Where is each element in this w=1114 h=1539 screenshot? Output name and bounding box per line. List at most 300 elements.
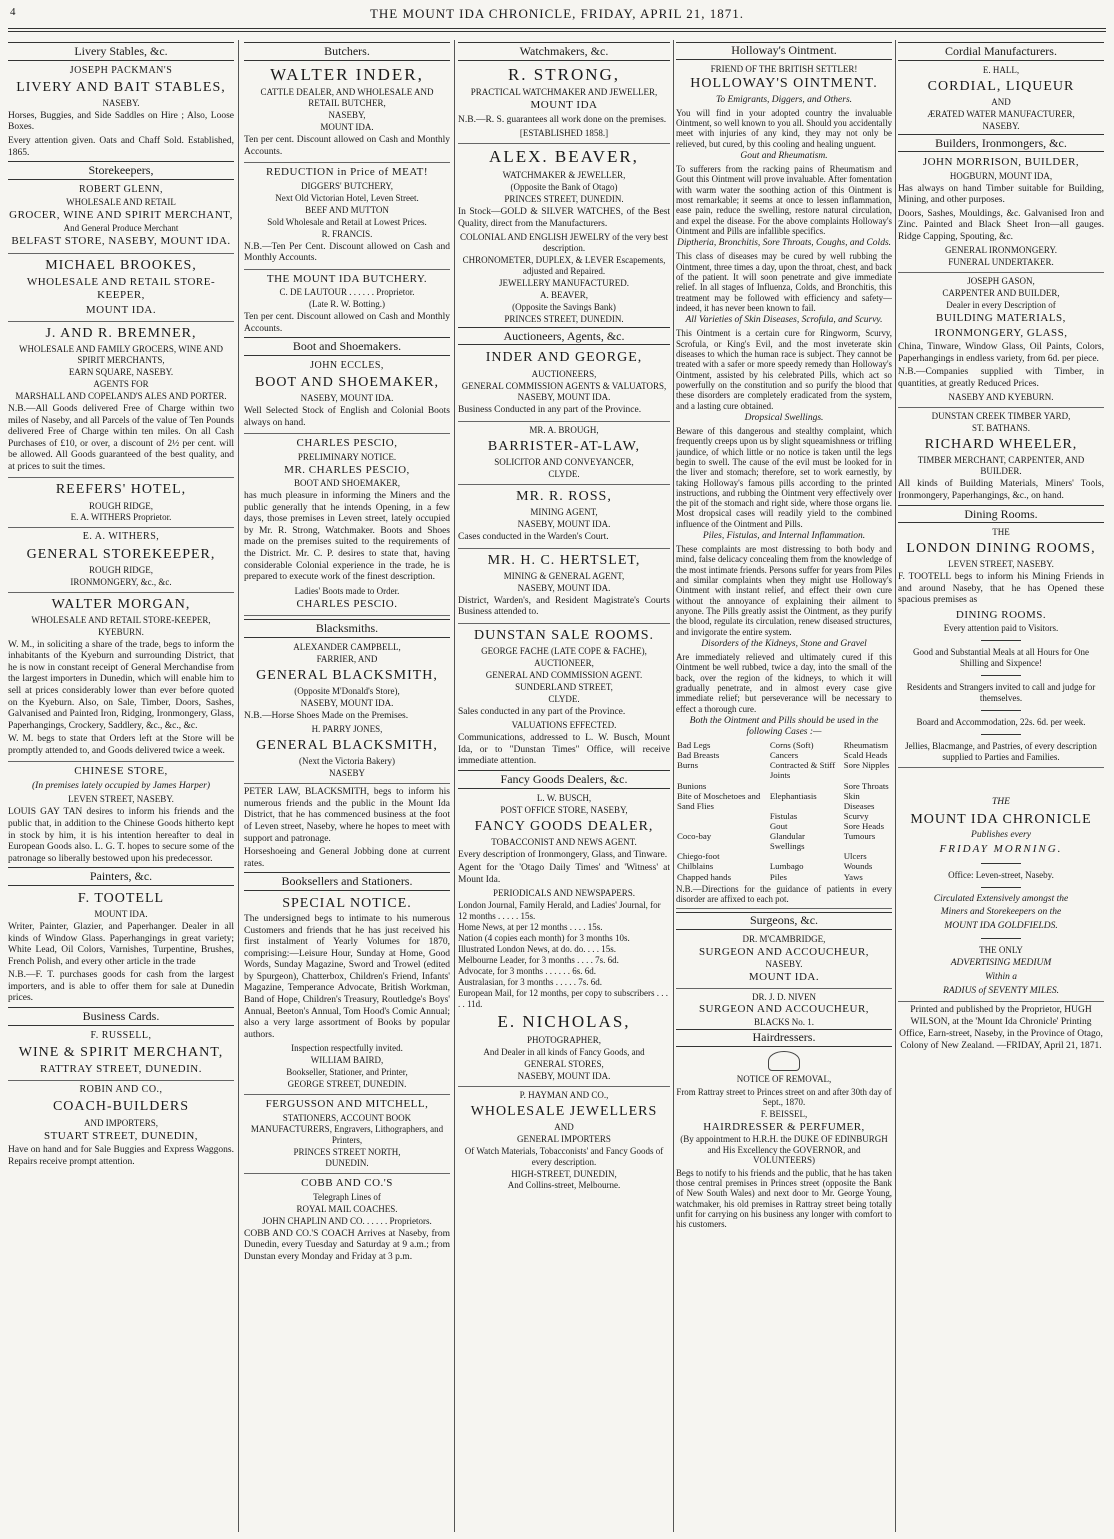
chronicle-line: ADVERTISING MEDIUM xyxy=(950,958,1052,969)
advert-name: MR. A. BROUGH, xyxy=(529,425,599,436)
table-row xyxy=(676,781,892,791)
royal-crest-icon xyxy=(768,1051,800,1071)
advert-line: GENERAL AND COMMISSION AGENT. xyxy=(485,669,643,680)
table-cell: Contracted & Stiff Joints xyxy=(769,760,836,781)
advert-line: (Opposite M'Donald's Store), xyxy=(294,685,400,696)
advert-text: COBB AND CO.'S COACH Arrives at Naseby, from Dunedin, every Tuesday and Saturday at 9 a.m.; from Dunstan every Monday and Friday at 3 p.m. xyxy=(244,1228,450,1262)
advert-name: LONDON DINING ROOMS, xyxy=(906,541,1096,557)
advert-line: AUCTIONEER, xyxy=(534,657,594,668)
advert-line: WATCHMAKER & JEWELLER, xyxy=(502,170,626,181)
advert-name: HOLLOWAY'S OINTMENT. xyxy=(690,76,878,92)
table-cell: Burns xyxy=(677,760,699,771)
table-cell: Sore Heads xyxy=(843,821,884,831)
advert-text: N.B.—All Goods delivered Free of Charge within two miles of Naseby, and all Parcels of the value of Ten Pounds delivered Free of Charge within ten miles. On all Cash Purchases of £10, or over, a discount of 2½ per cent. will be allowed. All Goods guaranteed of the best quality, and at prices to suit the times. xyxy=(8,404,234,478)
page-number: 4 xyxy=(10,6,16,18)
masthead-rule xyxy=(8,28,1106,32)
advert-line: AND IMPORTERS, xyxy=(84,1117,158,1128)
advert-line: RATTRAY STREET, DUNEDIN. xyxy=(8,1063,234,1081)
advert-text: Jellies, Blacmange, and Pastries, of every description supplied to Parties and Families. xyxy=(898,741,1104,768)
advert-line: CHRONOMETER, DUPLEX, & LEVER Escapements, adjusted and Repaired. xyxy=(462,255,666,276)
advert-title: HAIRDRESSER & PERFUMER, xyxy=(703,1120,865,1133)
advert-line: CHARLES PESCIO. xyxy=(244,598,450,616)
column-3 xyxy=(458,40,670,1532)
advert-name: F. RUSSELL, xyxy=(90,1029,152,1041)
advert-line: COLONIAL AND ENGLISH JEWELRY of the very best description. xyxy=(459,232,669,254)
advert-line: R. FRANCIS. xyxy=(321,228,373,239)
divider xyxy=(981,640,1021,641)
advert-text: Begs to notify to his friends and the public, that he has taken those central premises in Princes street (opposite the Bank of New South Wales) and next door to Mr. George Young, watchmaker, his old premises in Rattray street being totally unfit for carrying on his business any longer with comfort to his customers. xyxy=(676,1167,892,1230)
advert-text: From Rattray street to Princes street on and after 30th day of Sept., 1870. xyxy=(676,1086,892,1107)
section-heading: Dining Rooms. xyxy=(898,505,1104,524)
section-heading: Builders, Ironmongers, &c. xyxy=(898,134,1104,153)
subheading: All Varieties of Skin Diseases, Scrofula, and Scurvy. xyxy=(685,315,883,326)
advert-text: Well Selected Stock of English and Colonial Boots always on hand. xyxy=(244,406,450,434)
advert-title: SPECIAL NOTICE. xyxy=(282,895,412,911)
advert-line: AND xyxy=(991,96,1011,107)
advert-line: GEORGE STREET, DUNEDIN. xyxy=(244,1079,450,1095)
advert-line: ROUGH RIDGE, xyxy=(89,500,153,511)
advert-line: Ladies' Boots made to Order. xyxy=(294,585,400,596)
advert-name: F. TOOTELL xyxy=(77,890,165,906)
advert-title: FANCY GOODS DEALER, xyxy=(474,818,654,834)
advert-line: FUNERAL UNDERTAKER. xyxy=(898,257,1104,273)
advert-text: You will find in your adopted country the invaluable Ointment, so well known to you all. Should you accidentally meet with injuries of any kind, they may not only be relieved, but cured, by this cooling and healing unguent. xyxy=(676,107,892,149)
advert-line: PHOTOGRAPHER, xyxy=(526,1034,602,1045)
advert-text: Residents and Strangers invited to call and judge for themselves. xyxy=(906,682,1096,704)
section-heading: Blacksmiths. xyxy=(244,619,450,638)
advert-text: Beware of this dangerous and stealthy complaint, which frequently creeps upon us by slight squeamishness or trifling jaundice, of which little or no notice is taken until the legs begin to swell. The cause of the evil must be looked for in the liver and stomach; therefore, set to work earnestly, by taking Holloway's famous pills according to the printed instructions, and rubbing the Ointment very effectively over the pit of the stomach and right side, where those organs lie. Most dropsical cases will readily yield to the combined influence of the Ointment and Pills. xyxy=(676,425,892,529)
chronicle-line: Office: Leven-street, Naseby. xyxy=(948,869,1054,880)
advert-title: GENERAL STOREKEEPER, xyxy=(26,546,216,562)
advert-line: KYEBURN. xyxy=(98,626,144,637)
section-heading: Surgeons, &c. xyxy=(676,912,892,930)
chronicle-line: THE xyxy=(992,797,1010,808)
list-item: Australasian, for 3 months . . . . . 7s. 6d. xyxy=(458,977,602,988)
advert-line: (Opposite the Savings Bank) xyxy=(512,301,616,312)
advert-text: Ten per cent. Discount allowed on Cash and Monthly Accounts. xyxy=(244,312,450,334)
advert-line: (By appointment to H.R.H. the DUKE OF EDINBURGH and His Excellency the GOVERNOR, and VOLUNTEERS) xyxy=(680,1134,888,1166)
advert-name: FERGUSSON AND MITCHELL, xyxy=(265,1098,429,1111)
chronicle-line: Publishes every xyxy=(971,829,1031,840)
advert-name: E. NICHOLAS, xyxy=(497,1011,631,1031)
advert-text: Has always on hand Timber suitable for Building, Mining, and other purposes. xyxy=(898,183,1104,206)
advert-line: NASEBY, MOUNT IDA. xyxy=(300,697,394,708)
advert-text: Ten per cent. Discount allowed on Cash and Monthly Accounts. xyxy=(244,135,450,163)
table-cell: Tumours xyxy=(843,831,876,842)
advert-text: And Dealer in all kinds of Fancy Goods, and xyxy=(483,1046,645,1057)
column-rule xyxy=(673,40,674,1532)
advert-line: DIGGERS' BUTCHERY, xyxy=(301,180,393,191)
divider xyxy=(981,938,1021,939)
advert-line: AGENTS FOR xyxy=(93,379,149,390)
advert-name: F. BEISSEL, xyxy=(760,1109,808,1120)
advert-line: NASEBY, MOUNT IDA. xyxy=(300,393,394,404)
table-cell: Chiego-foot xyxy=(677,851,720,862)
advert-text: N.B.—Directions for the guidance of patients in every disorder are affixed to each pot. xyxy=(676,884,892,910)
advert-name: DR. J. D. NIVEN xyxy=(752,991,816,1002)
table-cell: Glandular Swellings xyxy=(769,831,805,852)
advert-line: BLACKS No. 1. xyxy=(753,1016,814,1027)
advert-line: TIMBER MERCHANT, CARPENTER, AND BUILDER. xyxy=(917,455,1085,477)
advert-name: ALEX. BEAVER, xyxy=(489,147,639,167)
advert-text: N.B.—Horse Shoes Made on the Premises. xyxy=(244,710,409,721)
advert-text: These complaints are most distressing to both body and mind, false delicacy concealing them from the knowledge of the most intimate friends. Persons suffer for years from Piles and similar complaints when they might use Holloway's Ointment with instant relief, and effect their own cure without the annoyance of explaining their ailment to anyone. The Pills greatly assist the Ointment, as they purify the blood, regulate its circulation, renew diseased structures, and invigorate the entire system. xyxy=(676,544,892,637)
advert-name: CHARLES PESCIO, xyxy=(296,437,398,450)
section-heading: Fancy Goods Dealers, &c. xyxy=(458,770,670,789)
chronicle-line: MOUNT IDA GOLDFIELDS. xyxy=(944,920,1058,931)
table-cell: Chapped hands xyxy=(677,871,731,882)
advert-name: INDER AND GEORGE, xyxy=(485,350,643,366)
table-row xyxy=(676,791,892,811)
advert-title: GROCER, WINE AND SPIRIT MERCHANT, xyxy=(9,208,233,221)
advert-line: GENERAL IRONMONGERY. xyxy=(944,245,1057,256)
advert-line: CATTLE DEALER, AND WHOLESALE AND RETAIL BUTCHER, xyxy=(260,87,434,109)
table-cell: Yaws xyxy=(843,871,863,882)
advert-name: H. PARRY JONES, xyxy=(311,724,383,735)
table-cell: Corns (Soft) xyxy=(769,740,814,751)
advert-line: CLYDE. xyxy=(458,469,670,485)
advert-title: LIVERY AND BAIT STABLES, xyxy=(16,79,226,95)
advert-name: L. W. BUSCH, xyxy=(536,792,592,803)
advert-text: This Ointment is a certain cure for Ringworm, Scurvy, Scrofula, or King's Evil, and the most inveterate skin diseases to which the human race is subject. They cannot be treated with a safer or more speedy remedy than Holloway's Ointment, assisted by his celebrated Pills, which act so powerfully on the constitution and so purify the blood that these disorders are completely eradicated from the system, and a lasting cure obtained. xyxy=(676,328,892,411)
advert-name: WILLIAM BAIRD, xyxy=(310,1055,384,1066)
advert-name: JOSEPH PACKMAN'S xyxy=(69,64,173,76)
advert-text: N.B.—Ten Per Cent. Discount allowed on Cash and Monthly Accounts. xyxy=(244,242,450,270)
advert-line: NASEBY, MOUNT IDA. xyxy=(517,392,611,403)
subheading: Diptheria, Bronchitis, Sore Throats, Coughs, and Colds. xyxy=(676,238,892,249)
advert-title: GENERAL BLACKSMITH, xyxy=(256,667,438,683)
column-5 xyxy=(898,40,1104,1532)
advert-line: STUART STREET, DUNEDIN, xyxy=(43,1129,199,1142)
advert-line: HOGBURN, MOUNT IDA, xyxy=(949,170,1053,181)
advert-text: N.B.—R. S. guarantees all work done on the premises. xyxy=(458,114,667,125)
advert-line: ROYAL MAIL COACHES. xyxy=(296,1203,398,1214)
advert-line: MOUNT IDA. xyxy=(676,971,892,989)
advert-line: NASEBY. xyxy=(982,120,1020,131)
advert-line: CLYDE. xyxy=(548,693,580,704)
column-4 xyxy=(676,40,892,1532)
table-cell: Rheumatism xyxy=(843,740,889,751)
subheading: Disorders of the Kidneys, Stone and Gravel xyxy=(701,639,867,650)
list-item: European Mail, for 12 months, per copy to subscribers . . . . . 11d. xyxy=(458,988,668,1009)
advert-text: PETER LAW, BLACKSMITH, begs to inform his numerous friends and the public in the Mount Ida District, that he has commenced business at the foot of Leven street, Naseby, where he hopes to meet with support and patronage. xyxy=(244,787,450,844)
section-heading: Watchmakers, &c. xyxy=(458,42,670,61)
advert-line: Inspection respectfully invited. xyxy=(291,1043,403,1054)
advert-name: DUNSTAN SALE ROOMS. xyxy=(473,627,655,643)
table-cell: Lumbago xyxy=(769,861,804,872)
advert-line: NASEBY. xyxy=(765,959,803,970)
table-row xyxy=(676,811,892,821)
table-row xyxy=(676,851,892,861)
advert-name: WALTER MORGAN, xyxy=(51,596,191,612)
advert-line: HIGH-STREET, DUNEDIN, xyxy=(511,1168,617,1179)
table-row xyxy=(676,821,892,831)
imprint: Printed and published by the Proprietor, HUGH WILSON, at the 'Mount Ida Chronicle' Printing Office, Earn-street, Naseby, in the Province of Otago, Colony of New Zealand. —FRIDAY, April 21, 1871. xyxy=(899,1005,1103,1051)
advert-line: NASEBY. xyxy=(102,97,140,108)
cases-table xyxy=(676,740,892,882)
advert-line: SUNDERLAND STREET, xyxy=(515,681,613,692)
advert-line: PRINCES STREET, DUNEDIN. xyxy=(504,313,624,324)
advert-line: PRINCES STREET NORTH, xyxy=(293,1146,401,1157)
advert-text: All kinds of Building Materials, Miners' Tools, Ironmongery, Paperhangings, &c., on hand. xyxy=(898,479,1104,501)
advert-line: CARPENTER AND BUILDER, xyxy=(942,288,1060,299)
advert-text: F. TOOTELL begs to inform his Mining Friends in and around Naseby, that he has Opened these spacious premises as xyxy=(898,572,1104,606)
advert-text: Business Conducted in any part of the Province. xyxy=(458,405,670,422)
section-heading: Butchers. xyxy=(244,42,450,61)
advert-text: In Stock—GOLD & SILVER WATCHES, of the Best Quality, direct from the Manufacturers. xyxy=(458,206,670,229)
advert-text: Agent for the 'Otago Daily Times' and 'Witness' at Mount Ida. xyxy=(458,863,670,885)
advert-line: And General Produce Merchant xyxy=(63,223,179,234)
advert-name: REEFERS' HOTEL, xyxy=(55,482,187,498)
advert-line: MINING AGENT, xyxy=(530,507,598,518)
advert-line: AUCTIONEERS, xyxy=(531,368,597,379)
column-rule xyxy=(895,40,896,1532)
section-heading: Auctioneers, Agents, &c. xyxy=(458,327,670,346)
advert-name: WALTER INDER, xyxy=(270,64,424,84)
column-rule xyxy=(238,40,239,1532)
table-cell: Bad Legs xyxy=(677,740,711,751)
subheading: To Emigrants, Diggers, and Others. xyxy=(715,94,853,105)
advert-line: SOLICITOR AND CONVEYANCER, xyxy=(494,457,634,468)
advert-text: Cases conducted in the Warden's Court. xyxy=(458,532,670,549)
table-cell xyxy=(769,851,843,861)
advert-name: P. HAYMAN AND CO., xyxy=(519,1089,609,1100)
section-heading: Storekeepers, xyxy=(8,161,234,180)
advert-name: E. A. WITHERS, xyxy=(82,531,160,543)
table-cell: Chilblains xyxy=(677,861,714,872)
advert-text: Sales conducted in any part of the Province. xyxy=(458,706,626,717)
table-cell xyxy=(676,821,769,831)
column-2 xyxy=(244,40,450,1532)
advert-text: W. M. begs to state that Orders left at the Store will be promptly attended to, and Goods delivered twice a week. xyxy=(8,734,234,762)
advert-line: TOBACCONIST AND NEWS AGENT. xyxy=(491,836,637,847)
advert-title: WINE & SPIRIT MERCHANT, xyxy=(18,1044,224,1060)
advert-text: LOUIS GAY TAN desires to inform his friends and the public that, in addition to the Chinese Goods hitherto kept in stock by him, it is his intention hereafter to deal in European Goods also. L. G. T. hopes to secure some of the patronage so liberally bestowed upon his predecessor. xyxy=(8,807,234,864)
advert-name: MR. R. ROSS, xyxy=(516,489,612,504)
advert-line: ROUGH RIDGE, xyxy=(89,564,153,575)
advert-name: RICHARD WHEELER, xyxy=(924,437,1078,453)
table-cell: Sore Nipples xyxy=(843,760,890,771)
advert-line: FARRIER, AND xyxy=(316,653,378,664)
advert-line: WHOLESALE AND FAMILY GROCERS, WINE AND SPIRIT MERCHANTS, xyxy=(19,344,223,366)
advert-name: MR. H. C. HERTSLET, xyxy=(487,552,641,568)
list-item: Advocate, for 3 months . . . . . . 6s. 6d. xyxy=(458,966,596,977)
advert-line: NASEBY, MOUNT IDA. xyxy=(517,582,611,593)
periodicals-list xyxy=(458,900,670,1010)
divider xyxy=(981,710,1021,711)
advert-text: Have on hand and for Sale Buggies and Express Waggons. Repairs receive prompt attention. xyxy=(8,1144,234,1167)
chronicle-name: MOUNT IDA CHRONICLE xyxy=(910,811,1092,827)
advert-line: (Opposite the Bank of Otago) xyxy=(510,181,618,192)
advert-name: ROBERT GLENN, xyxy=(78,183,164,195)
advert-line: PRACTICAL WATCHMAKER AND JEWELLER, xyxy=(470,87,658,98)
advert-title: IRONMONGERY, GLASS, xyxy=(934,326,1068,339)
advert-title: BOOT AND SHOEMAKER, xyxy=(254,375,440,391)
advert-line: MOUNT IDA. xyxy=(320,122,374,133)
divider xyxy=(981,887,1021,888)
advert-line: Telegraph Lines of xyxy=(313,1191,381,1202)
subheading: Gout and Rheumatism. xyxy=(740,150,828,161)
advert-text: Of Watch Materials, Tobacconists' and Fancy Goods of every description. xyxy=(464,1145,664,1167)
advert-line: MOUNT IDA. xyxy=(94,908,148,919)
list-item: Home News, at per 12 months . . . . 15s. xyxy=(458,922,603,933)
divider xyxy=(981,734,1021,735)
advert-line: VALUATIONS EFFECTED. xyxy=(511,720,617,731)
advert-line: E. A. WITHERS Proprietor. xyxy=(8,512,234,528)
advert-line: BELFAST STORE, NASEBY, MOUNT IDA. xyxy=(8,235,234,253)
advert-line: MOUNT IDA. xyxy=(8,304,234,322)
advert-title: REDUCTION in Price of MEAT! xyxy=(266,166,428,179)
section-heading: Livery Stables, &c. xyxy=(8,42,234,61)
advert-line: BEEF AND MUTTON xyxy=(305,204,389,215)
advert-line: GENERAL COMMISSION AGENTS & VALUATORS, xyxy=(461,380,667,391)
subheading: Dropsical Swellings. xyxy=(744,412,824,423)
table-cell: Bite of Moschetoes and Sand Flies xyxy=(677,790,761,811)
advert-line: ST. BATHANS. xyxy=(971,423,1031,434)
table-row xyxy=(676,760,892,780)
chronicle-line: Circulated Extensively amongst the xyxy=(933,893,1069,904)
advert-line: NASEBY AND KYEBURN. xyxy=(898,392,1104,408)
advert-line: BOOT AND SHOEMAKER, xyxy=(293,478,401,489)
table-row xyxy=(676,831,892,851)
advert-line: And Collins-street, Melbourne. xyxy=(507,1180,621,1191)
advert-line: THE xyxy=(992,527,1010,538)
advert-line: A. BEAVER, xyxy=(539,289,589,300)
table-cell: Bunions xyxy=(677,780,707,791)
advert-line: NASEBY, MOUNT IDA. xyxy=(458,1071,670,1087)
advert-text: Writer, Painter, Glazier, and Paperhanger. Dealer in all kinds of Window Glass. Paperhangings in great variety; White Lead, Oil Colors, Varnishes, Turpentine, Brushes, French Polish, and every other article in the trade xyxy=(8,921,234,967)
divider xyxy=(981,863,1021,864)
advert-name: COBB AND CO.'S xyxy=(301,1177,393,1190)
advert-line: WHOLESALE AND RETAIL STORE-KEEPER, xyxy=(31,614,211,625)
section-heading: Cordial Manufacturers. xyxy=(898,42,1104,61)
advert-line: GENERAL IMPORTERS xyxy=(517,1133,611,1144)
divider xyxy=(981,675,1021,676)
section-heading: Boot and Shoemakers. xyxy=(244,337,450,356)
advert-line: JEWELLERY MANUFACTURED. xyxy=(499,277,629,288)
list-item: Melbourne Leader, for 3 months . . . . 7s. 6d. xyxy=(458,955,619,966)
advert-line: GENERAL STORES, xyxy=(524,1058,604,1069)
advert-name: JOSEPH GASON, xyxy=(967,276,1035,287)
advert-line: NASEBY xyxy=(244,768,450,784)
advert-name: ROBIN AND CO., xyxy=(79,1084,163,1096)
advert-text: N.B.—F. T. purchases goods for cash from the largest importers, and is able to offer them for sale at Dunedin prices. xyxy=(8,970,234,1004)
table-cell: Ulcers xyxy=(843,851,867,862)
advert-title: SURGEON AND ACCOUCHEUR, xyxy=(698,1003,870,1016)
advert-title: DUNSTAN CREEK TIMBER YARD, xyxy=(931,411,1071,422)
table-cell: Wounds xyxy=(843,861,873,872)
advert-line: PRINCES STREET, DUNEDIN. xyxy=(504,193,624,204)
table-cell: Skin Diseases xyxy=(843,790,875,811)
advert-name: E. HALL, xyxy=(982,64,1020,75)
advert-line: MINING & GENERAL AGENT, xyxy=(503,570,625,581)
advert-title: GENERAL BLACKSMITH, xyxy=(256,738,438,754)
advert-name: JOHN MORRISON, BUILDER, xyxy=(922,156,1080,169)
table-row xyxy=(676,750,892,760)
advert-line: (Late R. W. Botting.) xyxy=(309,299,385,310)
advert-line: Dealer in every Description of xyxy=(946,300,1056,311)
advert-text: Every attention given. Oats and Chaff Sold. Established, 1865. xyxy=(8,136,234,158)
advert-line: GEORGE FACHE (LATE COPE & FACHE), xyxy=(481,645,647,656)
table-cell: Piles xyxy=(769,871,787,882)
advert-line: (In premises lately occupied by James Harper) xyxy=(32,780,210,791)
advert-name: CHINESE STORE, xyxy=(74,765,168,778)
advert-title: NOTICE OF REMOVAL, xyxy=(736,1074,832,1085)
advert-text: Every description of Ironmongery, Glass, and Tinware. xyxy=(458,849,668,860)
advert-title: BARRISTER-AT-LAW, xyxy=(487,438,641,454)
advert-name: MICHAEL BROOKES, xyxy=(45,257,197,273)
list-item: London Journal, Family Herald, and Ladies' Journal, for 12 months . . . . . 15s. xyxy=(458,900,661,922)
advert-name: J. AND R. BREMNER, xyxy=(45,326,197,342)
advert-text: W. M., in soliciting a share of the trade, begs to inform the inhabitants of the Kyeburn and surrounding District, that he is now in constant receipt of General Merchandise from the largest importers in Dunedin, which will enable him to sell at prices considerably lower than ever before quoted on the Kyeburn. Also, on Sale, Timber, Doors, Sashes, Galvanised and Painted Iron, Ridging, Ironmongery, Glass, Paperhangings, Crockery, Saddlery, &c., &c., &c. xyxy=(8,639,234,731)
advert-line: LEVEN STREET, NASEBY. xyxy=(948,559,1054,570)
table-cell: Bad Breasts xyxy=(677,750,720,761)
advert-line: DINING ROOMS. xyxy=(955,608,1047,621)
advert-text: Doors, Sashes, Mouldings, &c. Galvanised Iron and Zinc. Painted and Black Sheet Iron—all gauges. Ridge Capping, Spouting, &c. xyxy=(898,208,1104,242)
advert-line: Every attention paid to Visitors. xyxy=(943,623,1059,634)
advert-title: SURGEON AND ACCOUCHEUR, xyxy=(698,945,870,958)
advert-line: NASEBY, MOUNT IDA. xyxy=(517,519,611,530)
advert-line: FRIEND OF THE BRITISH SETTLER! xyxy=(710,63,858,74)
advert-text: The undersigned begs to intimate to his numerous Customers and friends that he has just received his first instalment of Yearly Volumes for 1870, comprising:—Leisure Hour, Sunday at Home, Good Words, Sunday Magazine, Sword and Trowel (edited by Spurgeon), Chatterbox, Children's Friend, Infants' Magazine, Temperance Advocate, British Workman, Band of Hope, Children's Treasury, Routledge's Boys' Annual, Beeton's Annual, Tom Hood's Comic Annual; also a very large assortment of Books by popular authors. xyxy=(244,913,450,1040)
table-cell: Coco-bay xyxy=(677,831,712,842)
advert-text: This class of diseases may be cured by well rubbing the Ointment, three times a day, upon the throat, chest, and back of the patient. It will soon penetrate and give immediate relief. In all stages of Influenza, Colds, and Bronchitis, this treatment may be followed with efficiency and safety—indeed, it has never been known to fail. xyxy=(676,251,892,313)
advert-line: PRELIMINARY NOTICE. xyxy=(297,451,397,462)
table-cell xyxy=(769,781,843,791)
list-item: Nation (4 copies each month) for 3 months 10s. xyxy=(458,933,630,944)
advert-line: BUILDING MATERIALS, xyxy=(936,312,1066,325)
advert-line: [ESTABLISHED 1858.] xyxy=(458,128,670,144)
table-row xyxy=(676,740,892,750)
advert-text: Communications, addressed to L. W. Busch, Mount Ida, or to "Dunstan Times" Office, will receive immediate attention. xyxy=(458,733,670,767)
table-cell: Cancers xyxy=(769,750,799,761)
chronicle-line: THE ONLY xyxy=(979,945,1023,956)
list-item: Illustrated London News, at do. do. . . . 15s. xyxy=(458,944,616,955)
advert-line: LEVEN STREET, NASEBY. xyxy=(68,794,174,805)
advert-line: WHOLESALE AND RETAIL xyxy=(66,196,176,207)
advert-line: Bookseller, Stationer, and Printer, xyxy=(286,1067,408,1078)
section-heading: Booksellers and Stationers. xyxy=(244,872,450,891)
advert-line: JOHN CHAPLIN AND CO. . . . . . Proprietors. xyxy=(262,1215,432,1226)
table-row xyxy=(676,872,892,882)
advert-line: Sold Wholesale and Retail at Lowest Prices. xyxy=(267,216,427,227)
periodicals-title: PERIODICALS AND NEWSPAPERS. xyxy=(493,888,635,899)
chronicle-line: Miners and Storekeepers on the xyxy=(940,907,1062,918)
advert-text: District, Warden's, and Resident Magistrate's Courts Business attended to. xyxy=(458,596,670,624)
table-cell: Elephantiasis xyxy=(769,790,817,801)
table-cell: Sore Throats xyxy=(843,780,889,791)
subheading: Both the Ointment and Pills should be used in the following Cases :— xyxy=(689,716,879,738)
advert-text: Good and Substantial Meals at all Hours for One Shilling and Sixpence! xyxy=(913,647,1089,669)
section-heading: Painters, &c. xyxy=(8,867,234,886)
section-heading: Hairdressers. xyxy=(676,1029,892,1047)
masthead: THE MOUNT IDA CHRONICLE, FRIDAY, APRIL 21, 1871. xyxy=(369,6,745,21)
advert-title: COACH-BUILDERS xyxy=(52,1099,190,1115)
table-cell: Scald Heads xyxy=(843,750,888,761)
advert-line: MARSHALL AND COPELAND'S ALES AND PORTER. xyxy=(15,390,227,401)
chronicle-line: FRIDAY MORNING. xyxy=(939,843,1063,856)
column-1 xyxy=(8,40,234,1532)
section-heading: Holloway's Ointment. xyxy=(676,42,892,60)
advert-title: CORDIAL, LIQUEUR xyxy=(927,78,1075,94)
advert-line: DUNEDIN. xyxy=(244,1158,450,1174)
advert-title: MR. CHARLES PESCIO, xyxy=(284,463,410,476)
advert-text: Board and Accommodation, 22s. 6d. per week. xyxy=(916,717,1086,728)
advert-text: Are immediately relieved and ultimately cured if this Ointment be well rubbed, twice a day, into the small of the back, over the region of the kidneys, to which it will gradually penetrate, and in almost every case give immediate relief; but perseverance will be necessary to effect a thorough cure. xyxy=(676,652,892,714)
advert-line: MOUNT IDA xyxy=(530,99,598,112)
column-rule xyxy=(454,40,455,1532)
advert-text: To sufferers from the racking pains of Rheumatism and Gout this Ointment will prove invaluable. After fomentation with warm water the soothing action of this Ointment is most remarkable; it seems at once to lessen inflammation, ease pain, reduce the swelling, restore natural circulation, and expel the disease. For the above complaints Holloway's Ointment and Pills are infallible specifics. xyxy=(676,163,892,236)
